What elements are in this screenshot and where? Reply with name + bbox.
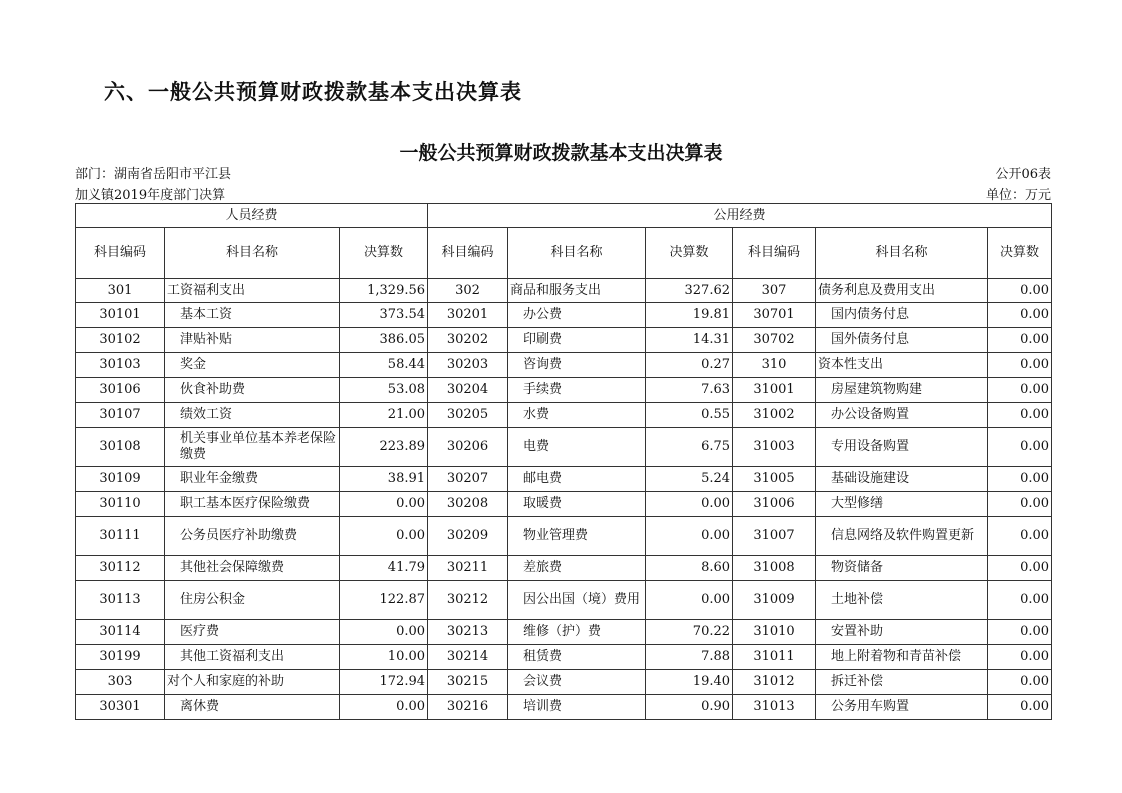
amount-cell: 327.62 [646, 279, 733, 303]
subject-code-cell: 31006 [733, 492, 816, 517]
subject-name-cell: 地上附着物和青苗补偿 [816, 645, 988, 670]
subject-code-cell: 30701 [733, 303, 816, 328]
header-amount: 决算数 [646, 228, 733, 279]
amount-cell: 0.00 [988, 695, 1052, 720]
subject-code-cell: 30202 [428, 328, 508, 353]
report-subtitle: 加义镇2019年度部门决算 [75, 188, 226, 203]
subject-name-cell: 水费 [508, 403, 646, 428]
subject-name-cell: 商品和服务支出 [508, 279, 646, 303]
subject-name-cell: 职工基本医疗保险缴费 [165, 492, 340, 517]
amount-cell: 0.00 [646, 492, 733, 517]
subject-name-cell: 房屋建筑物购建 [816, 378, 988, 403]
subject-code-cell: 30207 [428, 467, 508, 492]
amount-cell: 0.00 [988, 492, 1052, 517]
amount-cell: 0.00 [988, 467, 1052, 492]
subject-name-cell: 培训费 [508, 695, 646, 720]
subject-name-cell: 职业年金缴费 [165, 467, 340, 492]
amount-cell: 7.88 [646, 645, 733, 670]
subject-name-cell: 国内债务付息 [816, 303, 988, 328]
subject-code-cell: 30206 [428, 428, 508, 467]
amount-cell: 14.31 [646, 328, 733, 353]
subject-code-cell: 30216 [428, 695, 508, 720]
table-row [76, 303, 1052, 328]
table-row [76, 492, 1052, 517]
amount-cell: 21.00 [340, 403, 428, 428]
subject-name-cell: 津贴补贴 [165, 328, 340, 353]
subject-name-cell: 手续费 [508, 378, 646, 403]
amount-cell: 5.24 [646, 467, 733, 492]
subject-name-cell: 公务用车购置 [816, 695, 988, 720]
amount-cell: 0.00 [340, 517, 428, 556]
subject-code-cell: 30203 [428, 353, 508, 378]
amount-cell: 0.00 [988, 303, 1052, 328]
subject-code-cell: 31002 [733, 403, 816, 428]
amount-cell: 0.00 [988, 279, 1052, 303]
table-row [76, 353, 1052, 378]
amount-cell: 0.00 [340, 492, 428, 517]
subject-code-cell: 30213 [428, 620, 508, 645]
amount-cell: 6.75 [646, 428, 733, 467]
subject-code-cell: 30103 [76, 353, 165, 378]
subject-code-cell: 31008 [733, 556, 816, 581]
subject-name-cell: 对个人和家庭的补助 [165, 670, 340, 695]
table-row [76, 328, 1052, 353]
group-header-personnel: 人员经费 [76, 204, 428, 228]
table-row [76, 556, 1052, 581]
subject-name-cell: 印刷费 [508, 328, 646, 353]
subject-name-cell: 奖金 [165, 353, 340, 378]
subject-code-cell: 30211 [428, 556, 508, 581]
header-name: 科目名称 [816, 228, 988, 279]
subject-name-cell: 债务利息及费用支出 [816, 279, 988, 303]
subject-name-cell: 土地补偿 [816, 581, 988, 620]
subject-code-cell: 31011 [733, 645, 816, 670]
unit-label: 单位：万元 [985, 188, 1051, 203]
subject-name-cell: 专用设备购置 [816, 428, 988, 467]
table-row [76, 467, 1052, 492]
amount-cell: 0.00 [340, 620, 428, 645]
table-row [76, 670, 1052, 695]
amount-cell: 0.00 [988, 403, 1052, 428]
amount-cell: 0.00 [988, 645, 1052, 670]
subject-code-cell: 30204 [428, 378, 508, 403]
subject-code-cell: 30106 [76, 378, 165, 403]
subject-code-cell: 30107 [76, 403, 165, 428]
subject-code-cell: 31007 [733, 517, 816, 556]
subject-name-cell: 医疗费 [165, 620, 340, 645]
group-header-public: 公用经费 [428, 204, 1052, 228]
header-code: 科目编码 [76, 228, 165, 279]
form-number: 公开06表 [995, 167, 1051, 182]
subject-name-cell: 差旅费 [508, 556, 646, 581]
subject-name-cell: 大型修缮 [816, 492, 988, 517]
subject-code-cell: 30214 [428, 645, 508, 670]
subject-name-cell: 机关事业单位基本养老保险缴费 [165, 428, 340, 467]
subject-code-cell: 303 [76, 670, 165, 695]
table-row [76, 279, 1052, 303]
table-row [76, 620, 1052, 645]
subject-name-cell: 信息网络及软件购置更新 [816, 517, 988, 556]
subject-name-cell: 咨询费 [508, 353, 646, 378]
table-row [76, 695, 1052, 720]
amount-cell: 0.00 [988, 620, 1052, 645]
amount-cell: 373.54 [340, 303, 428, 328]
subject-code-cell: 31010 [733, 620, 816, 645]
amount-cell: 0.00 [988, 581, 1052, 620]
subject-code-cell: 310 [733, 353, 816, 378]
subject-name-cell: 伙食补助费 [165, 378, 340, 403]
amount-cell: 122.87 [340, 581, 428, 620]
amount-cell: 7.63 [646, 378, 733, 403]
subject-name-cell: 物资储备 [816, 556, 988, 581]
header-code: 科目编码 [428, 228, 508, 279]
subject-code-cell: 30102 [76, 328, 165, 353]
header-code: 科目编码 [733, 228, 816, 279]
amount-cell: 58.44 [340, 353, 428, 378]
subject-name-cell: 其他工资福利支出 [165, 645, 340, 670]
subject-code-cell: 31003 [733, 428, 816, 467]
amount-cell: 10.00 [340, 645, 428, 670]
subject-name-cell: 工资福利支出 [165, 279, 340, 303]
subject-code-cell: 31001 [733, 378, 816, 403]
subject-name-cell: 基本工资 [165, 303, 340, 328]
subject-code-cell: 31009 [733, 581, 816, 620]
amount-cell: 38.91 [340, 467, 428, 492]
subject-name-cell: 因公出国（境）费用 [508, 581, 646, 620]
subject-code-cell: 30111 [76, 517, 165, 556]
subject-code-cell: 30702 [733, 328, 816, 353]
table-row [76, 403, 1052, 428]
section-title: 六、一般公共预算财政拨款基本支出决算表 [104, 80, 522, 104]
subject-name-cell: 取暖费 [508, 492, 646, 517]
amount-cell: 0.27 [646, 353, 733, 378]
subject-name-cell: 基础设施建设 [816, 467, 988, 492]
amount-cell: 0.00 [988, 353, 1052, 378]
amount-cell: 172.94 [340, 670, 428, 695]
amount-cell: 0.00 [988, 428, 1052, 467]
subject-code-cell: 31013 [733, 695, 816, 720]
amount-cell: 223.89 [340, 428, 428, 467]
subject-name-cell: 拆迁补偿 [816, 670, 988, 695]
subject-code-cell: 30301 [76, 695, 165, 720]
table-row [76, 517, 1052, 556]
subject-name-cell: 邮电费 [508, 467, 646, 492]
subject-code-cell: 307 [733, 279, 816, 303]
header-amount: 决算数 [340, 228, 428, 279]
subject-code-cell: 30108 [76, 428, 165, 467]
amount-cell: 0.00 [988, 378, 1052, 403]
header-amount: 决算数 [988, 228, 1052, 279]
amount-cell: 0.00 [988, 556, 1052, 581]
subject-code-cell: 30205 [428, 403, 508, 428]
subject-code-cell: 301 [76, 279, 165, 303]
expenditure-table [75, 203, 1052, 720]
amount-cell: 19.81 [646, 303, 733, 328]
subject-name-cell: 办公费 [508, 303, 646, 328]
group-header-row [76, 204, 1052, 228]
amount-cell: 53.08 [340, 378, 428, 403]
table-row [76, 428, 1052, 467]
table-row [76, 645, 1052, 670]
subject-code-cell: 30212 [428, 581, 508, 620]
subject-code-cell: 30114 [76, 620, 165, 645]
amount-cell: 0.55 [646, 403, 733, 428]
amount-cell: 19.40 [646, 670, 733, 695]
subject-name-cell: 物业管理费 [508, 517, 646, 556]
subject-name-cell: 办公设备购置 [816, 403, 988, 428]
amount-cell: 0.00 [988, 517, 1052, 556]
subject-code-cell: 30101 [76, 303, 165, 328]
subject-name-cell: 公务员医疗补助缴费 [165, 517, 340, 556]
amount-cell: 41.79 [340, 556, 428, 581]
subject-code-cell: 31005 [733, 467, 816, 492]
subject-name-cell: 维修（护）费 [508, 620, 646, 645]
amount-cell: 70.22 [646, 620, 733, 645]
subject-code-cell: 30112 [76, 556, 165, 581]
subject-name-cell: 绩效工资 [165, 403, 340, 428]
subject-name-cell: 租赁费 [508, 645, 646, 670]
table-title: 一般公共预算财政拨款基本支出决算表 [399, 142, 723, 164]
subject-code-cell: 30110 [76, 492, 165, 517]
subject-name-cell: 住房公积金 [165, 581, 340, 620]
amount-cell: 386.05 [340, 328, 428, 353]
subject-name-cell: 会议费 [508, 670, 646, 695]
amount-cell: 0.00 [646, 581, 733, 620]
amount-cell: 0.00 [646, 517, 733, 556]
table-row [76, 581, 1052, 620]
subject-name-cell: 资本性支出 [816, 353, 988, 378]
column-header-row [76, 228, 1052, 279]
amount-cell: 0.00 [340, 695, 428, 720]
subject-code-cell: 30215 [428, 670, 508, 695]
subject-code-cell: 30208 [428, 492, 508, 517]
subject-code-cell: 30209 [428, 517, 508, 556]
subject-name-cell: 电费 [508, 428, 646, 467]
subject-name-cell: 其他社会保障缴费 [165, 556, 340, 581]
amount-cell: 0.00 [988, 328, 1052, 353]
subject-code-cell: 30109 [76, 467, 165, 492]
subject-code-cell: 30201 [428, 303, 508, 328]
amount-cell: 8.60 [646, 556, 733, 581]
subject-code-cell: 30199 [76, 645, 165, 670]
amount-cell: 1,329.56 [340, 279, 428, 303]
table-row [76, 378, 1052, 403]
subject-name-cell: 安置补助 [816, 620, 988, 645]
subject-code-cell: 30113 [76, 581, 165, 620]
subject-code-cell: 302 [428, 279, 508, 303]
department-label: 部门：湖南省岳阳市平江县 [75, 167, 232, 182]
subject-code-cell: 31012 [733, 670, 816, 695]
subject-name-cell: 国外债务付息 [816, 328, 988, 353]
subject-name-cell: 离休费 [165, 695, 340, 720]
header-name: 科目名称 [165, 228, 340, 279]
header-name: 科目名称 [508, 228, 646, 279]
amount-cell: 0.90 [646, 695, 733, 720]
amount-cell: 0.00 [988, 670, 1052, 695]
